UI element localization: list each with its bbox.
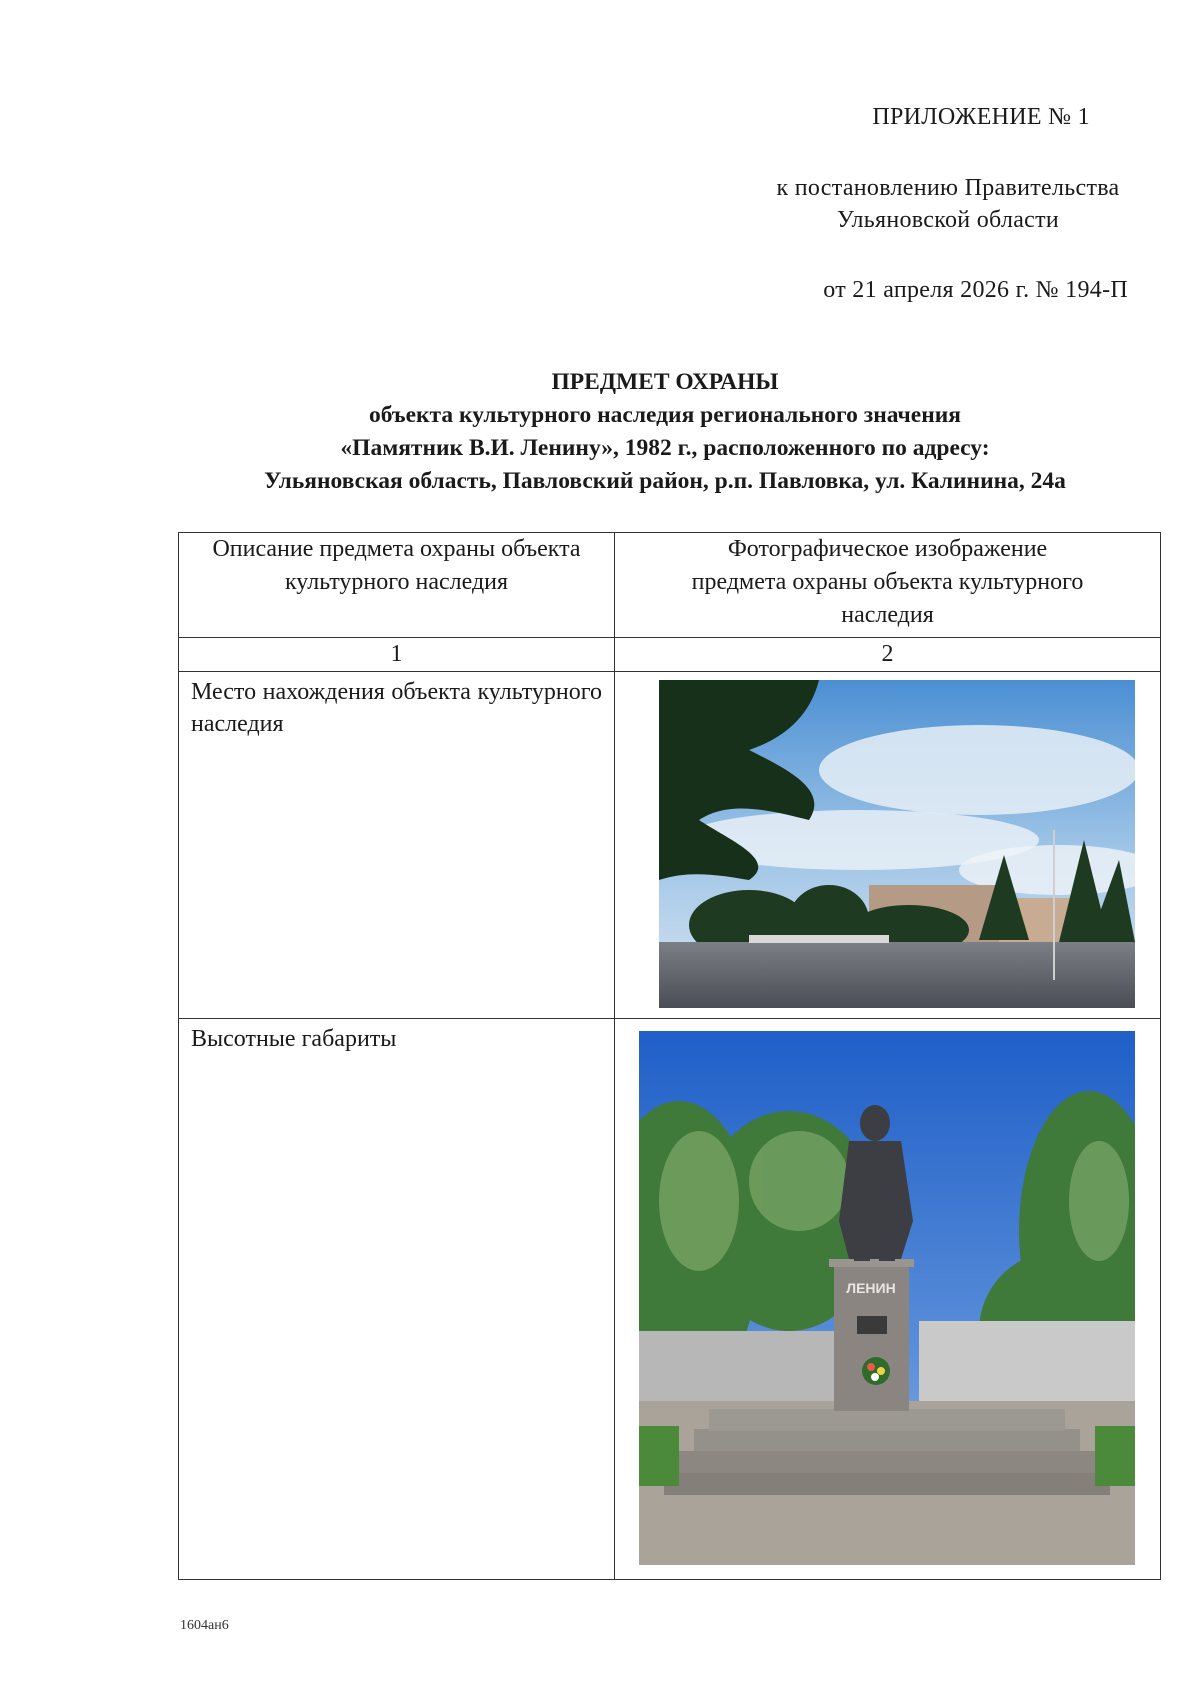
row-photo-cell: [615, 672, 1161, 1019]
row-description-cell: [179, 672, 615, 1019]
monument-inscription: ЛЕНИН: [846, 1280, 896, 1296]
appendix-line-1: к постановлению Правительства: [776, 175, 1120, 201]
appendix-title: ПРИЛОЖЕНИЕ № 1: [872, 104, 1090, 130]
row-photo-cell: [615, 1019, 1161, 1580]
table-header-row: [179, 533, 1161, 638]
document-title: ПРЕДМЕТ ОХРАНЫ: [551, 369, 779, 395]
header-cell-description: [179, 533, 615, 638]
appendix-date: от 21 апреля 2026 г. № 194-П: [823, 277, 1128, 303]
column-number-2: 2: [615, 638, 1161, 672]
document-address: Ульяновская область, Павловский район, р.п. Павловка, ул. Калинина, 24а: [264, 468, 1066, 494]
header-description-text: Описание предмета охраны объекта культурного наследия: [212, 536, 581, 595]
row-description: Высотные габариты: [191, 1026, 397, 1052]
document-subtitle-2: «Памятник В.И. Ленину», 1982 г., расположенного по адресу:: [340, 435, 990, 461]
lenin-monument-photo: [639, 1031, 1135, 1565]
document-code: 1604ан6: [180, 1618, 229, 1633]
row-description: Место нахождения объекта культурного наследия: [191, 679, 602, 737]
protection-table: [178, 532, 1161, 1580]
table-row: [179, 1019, 1161, 1580]
document-subtitle-1: объекта культурного наследия регионального значения: [368, 402, 962, 428]
header-cell-photo: [615, 533, 1161, 638]
row-description-cell: [179, 1019, 615, 1580]
square-with-trees-photo: [659, 680, 1135, 1008]
appendix-line-2: Ульяновской области: [836, 207, 1060, 233]
column-number-1: 1: [179, 638, 615, 672]
header-photo-text: Фотографическое изображение предмета охраны объекта культурного наследия: [691, 536, 1084, 628]
table-row: [179, 672, 1161, 1019]
table-number-row: [179, 638, 1161, 672]
